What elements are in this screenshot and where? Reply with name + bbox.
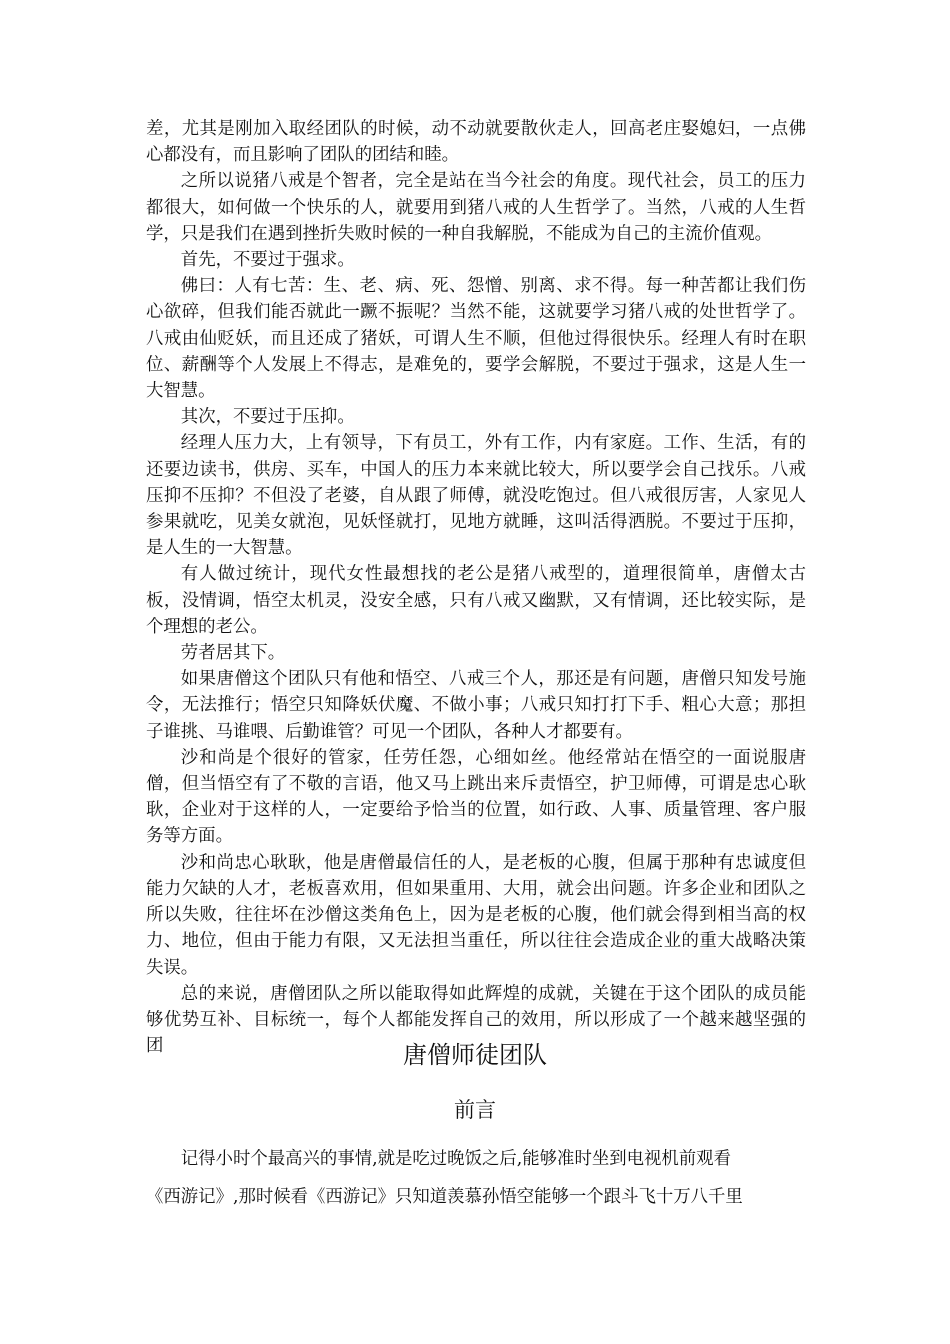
paragraph: 劳者居其下。 <box>180 643 286 664</box>
document-title: 唐僧师徒团队 <box>403 1041 547 1069</box>
paragraph: 总的来说，唐僧团队之所以能取得如此辉煌的成就，关键在于这个团队的成员能够优势互补、目标统一，每个人都能发挥自己的效用，所以形成了一个越来越坚强的团 <box>146 983 806 1057</box>
paragraph: 差，尤其是刚加入取经团队的时候，动不动就要散伙走人，回高老庄娶媳妇，一点佛心都没有，而且影响了团队的团结和睦。 <box>146 119 806 166</box>
paragraph: 之所以说猪八戒是个智者，完全是站在当今社会的角度。现代社会，员工的压力都很大，如何做一个快乐的人，就要用到猪八戒的人生哲学了。当然，八戒的人生哲学，只是我们在遇到挫折失败时候的一种自我解脱，不能成为自己的主流价值观。 <box>146 171 806 244</box>
paragraph: 有人做过统计，现代女性最想找的老公是猪八戒型的，道理很简单，唐僧太古板，没情调，悟空太机灵，没安全感，只有八戒又幽默，又有情调，还比较实际，是个理想的老公。 <box>146 564 806 637</box>
paragraph: 其次，不要过于压抑。 <box>180 407 355 428</box>
paragraph: 如果唐僧这个团队只有他和悟空、八戒三个人，那还是有问题，唐僧只知发号施令，无法推行；悟空只知降妖伏魔、不做小事；八戒只知打打下手、粗心大意；那担子谁挑、马谁喂、后勤谁管？可见一个团队，各种人才都要有。 <box>146 669 806 742</box>
preface-line: 记得小时个最高兴的事情,就是吃过晚饭之后,能够准时坐到电视机前观看 <box>180 1149 731 1169</box>
paragraph: 沙和尚是个很好的管家，任劳任怨，心细如丝。他经常站在悟空的一面说服唐僧，但当悟空有了不敬的言语，他又马上跳出来斥责悟空，护卫师傅，可谓是忠心耿耿，企业对于这样的人，一定要给予恰当的位置，如行政、人事、质量管理、客户服务等方面。 <box>146 747 806 847</box>
paragraph: 经理人压力大，上有领导，下有员工，外有工作，内有家庭。工作、生活，有的还要边读书，供房、买车，中国人的压力本来就比较大，所以要学会自己找乐。八戒压抑不压抑？不但没了老婆，自从跟了师傅，就没吃饱过。但八戒很厉害，人家见人参果就吃，见美女就泡，见妖怪就打，见地方就睡，这叫活得洒脱。不要过于压抑，是人生的一大智慧。 <box>146 433 806 559</box>
body-text <box>146 116 806 1059</box>
paragraph: 佛曰：人有七苦：生、老、病、死、怨憎、别离、求不得。每一种苦都让我们伤心欲碎，但我们能否就此一蹶不振呢？当然不能，这就要学习猪八戒的处世哲学了。八戒由仙贬妖，而且还成了猪妖，可谓人生不顺，但他过得很快乐。经理人有时在职位、薪酬等个人发展上不得志，是难免的，要学会解脱，不要过于强求，这是人生一大智慧。 <box>146 276 806 402</box>
paragraph: 沙和尚忠心耿耿，他是唐僧最信任的人，是老板的心腹，但属于那种有忠诚度但能力欠缺的人才，老板喜欢用，但如果重用、大用，就会出问题。许多企业和团队之所以失败，往往坏在沙僧这类角色上，因为是老板的心腹，他们就会得到相当高的权力、地位，但由于能力有限，又无法担当重任，所以往往会造成企业的重大战略决策失误。 <box>146 852 806 978</box>
section-heading: 前言 <box>454 1098 496 1122</box>
preface-line: 《西游记》,那时候看《西游记》只知道羡慕孙悟空能够一个跟斗飞十万八千里 <box>146 1187 743 1207</box>
paragraph: 首先，不要过于强求。 <box>180 250 355 271</box>
